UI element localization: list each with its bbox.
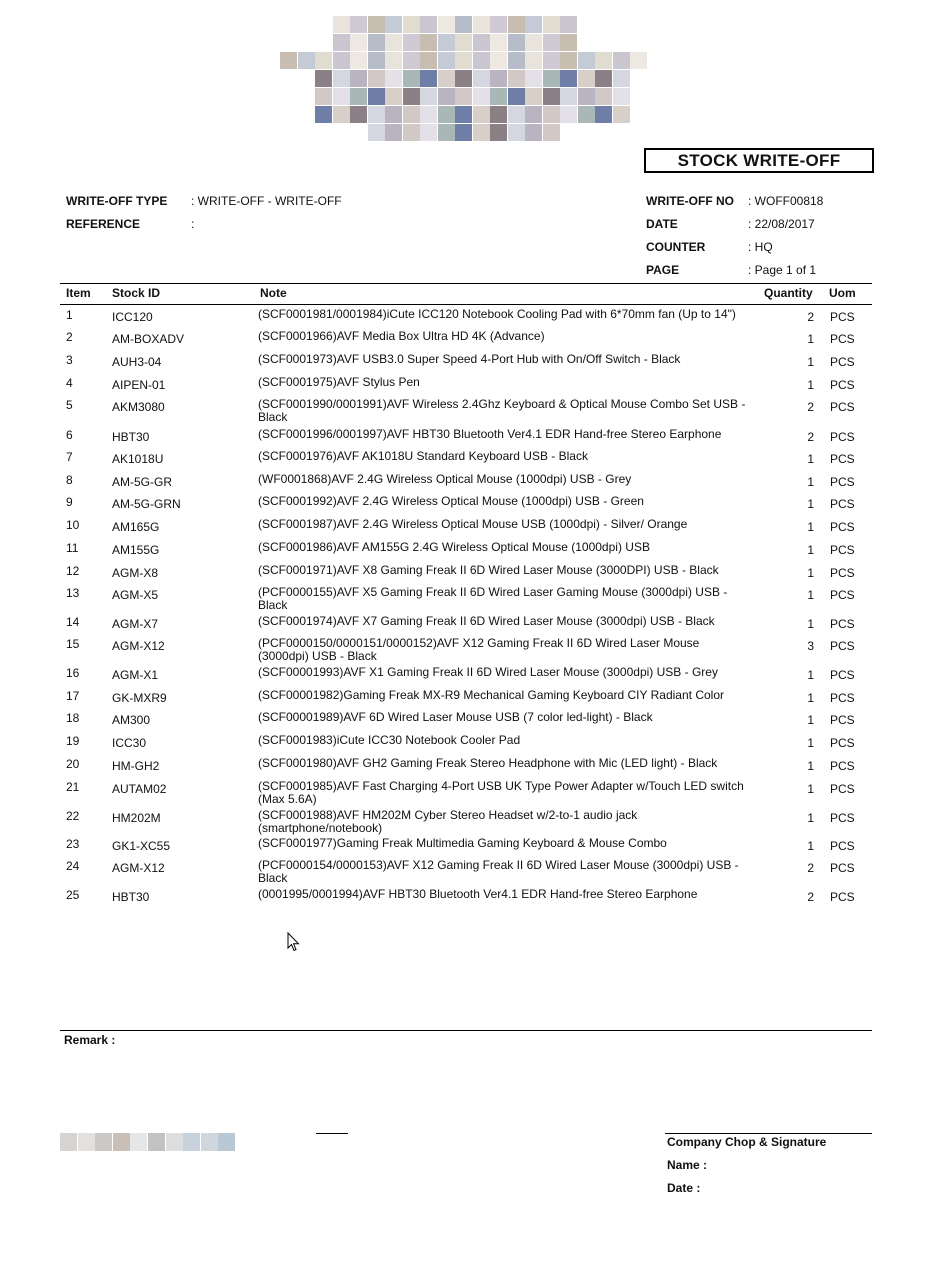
cell-uom: PCS — [830, 713, 855, 727]
logo-pixel — [333, 34, 350, 51]
logo-pixel — [455, 34, 472, 51]
cell-uom: PCS — [830, 782, 855, 796]
logo-pixel — [315, 88, 332, 105]
logo-pixel — [490, 34, 507, 51]
cell-stock-id: ICC120 — [112, 310, 153, 324]
cell-quantity: 2 — [807, 310, 814, 324]
logo-pixel — [333, 52, 350, 69]
cell-uom: PCS — [830, 811, 855, 825]
cell-uom: PCS — [830, 839, 855, 853]
cell-uom: PCS — [830, 520, 855, 534]
logo-pixel — [350, 16, 367, 33]
cell-quantity: 1 — [807, 839, 814, 853]
logo-pixel — [438, 106, 455, 123]
logo-pixel — [473, 34, 490, 51]
logo-pixel — [420, 124, 437, 141]
logo-pixel — [508, 16, 525, 33]
cell-quantity: 1 — [807, 588, 814, 602]
logo-pixel — [560, 88, 577, 105]
logo-pixel — [525, 70, 542, 87]
logo-pixel — [455, 106, 472, 123]
logo-pixel — [333, 70, 350, 87]
cell-quantity: 2 — [807, 400, 814, 414]
logo-pixel — [315, 106, 332, 123]
logo-pixel — [490, 88, 507, 105]
logo-pixel — [420, 106, 437, 123]
logo-pixel — [455, 124, 472, 141]
cell-uom: PCS — [830, 566, 855, 580]
cell-uom: PCS — [830, 452, 855, 466]
logo-pixel — [543, 106, 560, 123]
signature-pixel — [95, 1133, 112, 1151]
logo-pixel — [350, 34, 367, 51]
cell-note: (SCF0001977)Gaming Freak Multimedia Gaming Keyboard & Mouse Combo — [258, 836, 667, 850]
cell-quantity: 2 — [807, 890, 814, 904]
logo-pixel — [350, 70, 367, 87]
cell-note: (SCF0001975)AVF Stylus Pen — [258, 375, 420, 389]
write-off-no-label: WRITE-OFF NO — [646, 194, 734, 208]
cell-note: (SCF00001993)AVF X1 Gaming Freak II 6D Wired Laser Mouse (3000dpi) USB - Grey — [258, 665, 718, 679]
cell-note: (SCF0001992)AVF 2.4G Wireless Optical Mouse (1000dpi) USB - Green — [258, 494, 644, 508]
logo-pixel — [438, 16, 455, 33]
cell-item: 1 — [66, 308, 73, 322]
cell-item: 13 — [66, 586, 80, 600]
logo-pixel — [385, 52, 402, 69]
logo-pixel — [403, 34, 420, 51]
cell-uom: PCS — [830, 588, 855, 602]
logo-pixel — [613, 88, 630, 105]
cell-quantity: 1 — [807, 332, 814, 346]
logo-pixel — [543, 52, 560, 69]
cell-note: (PCF0000155)AVF X5 Gaming Freak II 6D Wired Laser Gaming Mouse (3000dpi) USB - Black — [258, 585, 728, 612]
cell-uom: PCS — [830, 355, 855, 369]
cell-note: (SCF00001989)AVF 6D Wired Laser Mouse USB (7 color led-light) - Black — [258, 710, 653, 724]
cell-quantity: 1 — [807, 782, 814, 796]
logo-pixel — [420, 70, 437, 87]
cell-note: (SCF0001980)AVF GH2 Gaming Freak Stereo Headphone with Mic (LED light) - Black — [258, 756, 718, 770]
cell-item: 25 — [66, 888, 80, 902]
cell-quantity: 1 — [807, 736, 814, 750]
cell-quantity: 1 — [807, 617, 814, 631]
logo-pixel — [403, 106, 420, 123]
redacted-signature-block — [60, 1133, 236, 1151]
cell-uom: PCS — [830, 736, 855, 750]
cell-item: 12 — [66, 564, 80, 578]
logo-pixel — [403, 88, 420, 105]
cell-note: (SCF0001990/0001991)AVF Wireless 2.4Ghz Keyboard & Optical Mouse Combo Set USB - Black — [258, 397, 746, 424]
logo-pixel — [455, 16, 472, 33]
logo-pixel — [350, 52, 367, 69]
company-chop-label: Company Chop & Signature — [667, 1135, 827, 1149]
logo-pixel — [420, 88, 437, 105]
cell-item: 10 — [66, 518, 80, 532]
logo-pixel — [385, 106, 402, 123]
logo-pixel — [630, 52, 647, 69]
logo-pixel — [438, 88, 455, 105]
logo-pixel — [508, 124, 525, 141]
cell-quantity: 1 — [807, 566, 814, 580]
logo-pixel — [473, 70, 490, 87]
cell-item: 19 — [66, 734, 80, 748]
logo-pixel — [315, 70, 332, 87]
cell-item: 6 — [66, 428, 73, 442]
cell-item: 16 — [66, 666, 80, 680]
logo-pixel — [298, 52, 315, 69]
cell-quantity: 1 — [807, 691, 814, 705]
date-label: DATE — [646, 217, 678, 231]
cell-note: (SCF0001981/0001984)iCute ICC120 Notebook Cooling Pad with 6*70mm fan (Up to 14") — [258, 307, 736, 321]
logo-pixel — [490, 106, 507, 123]
cell-stock-id: HBT30 — [112, 890, 150, 904]
cell-item: 2 — [66, 330, 73, 344]
cell-stock-id: ICC30 — [112, 736, 147, 750]
cell-note: (SCF0001985)AVF Fast Charging 4-Port USB UK Type Power Adapter w/Touch LED switch (Max 5.6A) — [258, 779, 744, 806]
logo-pixel — [403, 70, 420, 87]
logo-pixel — [490, 124, 507, 141]
reference-value: : — [191, 217, 195, 231]
signature-rule — [665, 1133, 872, 1134]
cell-note: (0001995/0001994)AVF HBT30 Bluetooth Ver4.1 EDR Hand-free Stereo Earphone — [258, 887, 698, 901]
logo-pixel — [368, 70, 385, 87]
cell-uom: PCS — [830, 430, 855, 444]
signature-pixel — [78, 1133, 95, 1151]
cell-note: (PCF0000150/0000151/0000152)AVF X12 Gaming Freak II 6D Wired Laser Mouse (3000dpi) USB - Black — [258, 636, 700, 663]
cell-stock-id: AM-5G-GRN — [112, 497, 181, 511]
cell-stock-id: AUTAM02 — [112, 782, 167, 796]
logo-pixel — [420, 52, 437, 69]
logo-pixel — [578, 106, 595, 123]
logo-pixel — [560, 16, 577, 33]
logo-pixel — [473, 106, 490, 123]
cell-stock-id: HM202M — [112, 811, 161, 825]
cell-note: (SCF0001966)AVF Media Box Ultra HD 4K (Advance) — [258, 329, 545, 343]
logo-pixel — [333, 88, 350, 105]
cell-note: (SCF0001973)AVF USB3.0 Super Speed 4-Port Hub with On/Off Switch - Black — [258, 352, 681, 366]
logo-pixel — [385, 34, 402, 51]
page-value: : Page 1 of 1 — [748, 263, 817, 277]
logo-pixel — [595, 70, 612, 87]
logo-pixel — [490, 52, 507, 69]
logo-pixel — [473, 52, 490, 69]
cell-stock-id: AM165G — [112, 520, 160, 534]
logo-pixel — [455, 88, 472, 105]
cell-quantity: 1 — [807, 759, 814, 773]
logo-pixel — [543, 70, 560, 87]
cell-note: (SCF0001988)AVF HM202M Cyber Stereo Headset w/2-to-1 audio jack (smartphone/notebook) — [258, 808, 638, 835]
logo-pixel — [420, 34, 437, 51]
logo-pixel — [368, 52, 385, 69]
col-header-note: Note — [260, 286, 287, 300]
logo-pixel — [543, 16, 560, 33]
cell-stock-id: HBT30 — [112, 430, 150, 444]
cell-quantity: 1 — [807, 520, 814, 534]
cell-item: 7 — [66, 450, 73, 464]
cell-quantity: 1 — [807, 543, 814, 557]
cell-item: 15 — [66, 637, 80, 651]
cell-item: 20 — [66, 757, 80, 771]
logo-pixel — [613, 106, 630, 123]
col-header-stock-id: Stock ID — [112, 286, 161, 300]
write-off-type-value: : WRITE-OFF - WRITE-OFF — [191, 194, 342, 208]
cell-stock-id: AK1018U — [112, 452, 164, 466]
col-header-item: Item — [66, 286, 91, 300]
reference-label: REFERENCE — [66, 217, 141, 231]
logo-pixel — [508, 88, 525, 105]
logo-pixel — [508, 70, 525, 87]
logo-pixel — [560, 34, 577, 51]
logo-pixel — [525, 52, 542, 69]
logo-pixel — [508, 34, 525, 51]
logo-pixel — [385, 70, 402, 87]
logo-pixel — [368, 124, 385, 141]
cell-note: (SCF0001983)iCute ICC30 Notebook Cooler Pad — [258, 733, 521, 747]
logo-pixel — [473, 88, 490, 105]
cell-note: (SCF0001976)AVF AK1018U Standard Keyboard USB - Black — [258, 449, 588, 463]
cell-uom: PCS — [830, 543, 855, 557]
cell-note: (SCF0001974)AVF X7 Gaming Freak II 6D Wired Laser Mouse (3000dpi) USB - Black — [258, 614, 715, 628]
redacted-company-logo — [280, 16, 650, 144]
logo-pixel — [595, 106, 612, 123]
cell-item: 4 — [66, 376, 73, 390]
cell-item: 22 — [66, 809, 80, 823]
logo-pixel — [595, 88, 612, 105]
cell-item: 14 — [66, 615, 80, 629]
table-header-rule — [60, 304, 872, 305]
cell-stock-id: GK1-XC55 — [112, 839, 171, 853]
cell-uom: PCS — [830, 497, 855, 511]
col-header-quantity: Quantity — [764, 286, 813, 300]
cell-uom: PCS — [830, 861, 855, 875]
cell-quantity: 3 — [807, 639, 814, 653]
signature-pixel — [218, 1133, 235, 1151]
logo-pixel — [403, 52, 420, 69]
logo-pixel — [508, 52, 525, 69]
write-off-no-value: : WOFF00818 — [748, 194, 824, 208]
cell-uom: PCS — [830, 639, 855, 653]
cell-stock-id: HM-GH2 — [112, 759, 160, 773]
cell-stock-id: AUH3-04 — [112, 355, 162, 369]
logo-pixel — [385, 16, 402, 33]
logo-pixel — [350, 88, 367, 105]
logo-pixel — [438, 34, 455, 51]
logo-pixel — [578, 88, 595, 105]
logo-pixel — [385, 88, 402, 105]
cell-note: (WF0001868)AVF 2.4G Wireless Optical Mouse (1000dpi) USB - Grey — [258, 472, 632, 486]
cell-stock-id: AGM-X5 — [112, 588, 159, 602]
logo-pixel — [315, 52, 332, 69]
logo-pixel — [455, 70, 472, 87]
logo-pixel — [525, 106, 542, 123]
signature-pixel — [201, 1133, 218, 1151]
cell-stock-id: AIPEN-01 — [112, 378, 166, 392]
logo-pixel — [613, 70, 630, 87]
cell-item: 23 — [66, 837, 80, 851]
cell-item: 8 — [66, 473, 73, 487]
cell-stock-id: AGM-X7 — [112, 617, 159, 631]
cell-quantity: 1 — [807, 497, 814, 511]
cell-uom: PCS — [830, 378, 855, 392]
logo-pixel — [438, 70, 455, 87]
cell-quantity: 2 — [807, 430, 814, 444]
logo-pixel — [525, 34, 542, 51]
logo-pixel — [578, 70, 595, 87]
cell-uom: PCS — [830, 617, 855, 631]
cell-item: 17 — [66, 689, 80, 703]
cell-note: (SCF0001971)AVF X8 Gaming Freak II 6D Wired Laser Mouse (3000DPI) USB - Black — [258, 563, 719, 577]
logo-pixel — [543, 124, 560, 141]
cell-uom: PCS — [830, 668, 855, 682]
cell-note: (SCF0001986)AVF AM155G 2.4G Wireless Optical Mouse (1000dpi) USB — [258, 540, 650, 554]
cell-item: 3 — [66, 353, 73, 367]
logo-pixel — [350, 106, 367, 123]
logo-pixel — [560, 52, 577, 69]
cell-item: 5 — [66, 398, 73, 412]
cell-quantity: 2 — [807, 861, 814, 875]
cell-uom: PCS — [830, 890, 855, 904]
signature-pixel — [166, 1133, 183, 1151]
cell-item: 11 — [66, 541, 79, 555]
logo-pixel — [525, 124, 542, 141]
cell-quantity: 1 — [807, 355, 814, 369]
logo-pixel — [368, 88, 385, 105]
cell-quantity: 1 — [807, 713, 814, 727]
cell-stock-id: AM-BOXADV — [112, 332, 185, 346]
logo-pixel — [473, 16, 490, 33]
logo-pixel — [403, 16, 420, 33]
cell-stock-id: AM-5G-GR — [112, 475, 172, 489]
logo-pixel — [420, 16, 437, 33]
mouse-cursor-icon — [287, 932, 301, 952]
logo-pixel — [280, 52, 297, 69]
cell-note: (SCF00001982)Gaming Freak MX-R9 Mechanical Gaming Keyboard CIY Radiant Color — [258, 688, 724, 702]
cell-stock-id: AGM-X8 — [112, 566, 159, 580]
logo-pixel — [560, 70, 577, 87]
logo-pixel — [438, 124, 455, 141]
counter-value: : HQ — [748, 240, 773, 254]
cell-item: 9 — [66, 495, 73, 509]
cell-stock-id: AGM-X1 — [112, 668, 159, 682]
signature-pixel — [148, 1133, 165, 1151]
cell-quantity: 1 — [807, 378, 814, 392]
cell-quantity: 1 — [807, 811, 814, 825]
cell-quantity: 1 — [807, 475, 814, 489]
cell-stock-id: AGM-X12 — [112, 639, 165, 653]
document-title: STOCK WRITE-OFF — [644, 148, 874, 173]
logo-pixel — [438, 52, 455, 69]
cell-note: (PCF0000154/0000153)AVF X12 Gaming Freak II 6D Wired Laser Mouse (3000dpi) USB - Black — [258, 858, 739, 885]
cell-uom: PCS — [830, 400, 855, 414]
logo-pixel — [560, 106, 577, 123]
signature-pixel — [183, 1133, 200, 1151]
logo-pixel — [333, 16, 350, 33]
logo-pixel — [613, 52, 630, 69]
signature-pixel — [113, 1133, 130, 1151]
logo-pixel — [595, 52, 612, 69]
cell-item: 24 — [66, 859, 80, 873]
logo-pixel — [368, 34, 385, 51]
cell-uom: PCS — [830, 691, 855, 705]
logo-pixel — [368, 16, 385, 33]
cell-quantity: 1 — [807, 668, 814, 682]
cell-quantity: 1 — [807, 452, 814, 466]
logo-pixel — [525, 16, 542, 33]
cell-note: (SCF0001987)AVF 2.4G Wireless Optical Mouse USB (1000dpi) - Silver/ Orange — [258, 517, 688, 531]
date-value: : 22/08/2017 — [748, 217, 815, 231]
logo-pixel — [543, 88, 560, 105]
col-header-uom: Uom — [829, 286, 856, 300]
logo-pixel — [525, 88, 542, 105]
logo-pixel — [455, 52, 472, 69]
signature-pixel — [60, 1133, 77, 1151]
cell-stock-id: AKM3080 — [112, 400, 165, 414]
cell-uom: PCS — [830, 332, 855, 346]
logo-pixel — [403, 124, 420, 141]
logo-pixel — [473, 124, 490, 141]
logo-pixel — [385, 124, 402, 141]
logo-pixel — [490, 16, 507, 33]
cell-stock-id: GK-MXR9 — [112, 691, 167, 705]
left-signature-rule — [316, 1133, 348, 1134]
cell-uom: PCS — [830, 759, 855, 773]
remark-label: Remark : — [64, 1033, 116, 1047]
name-label: Name : — [667, 1158, 708, 1172]
remark-rule — [60, 1030, 872, 1031]
table-top-rule — [60, 283, 872, 284]
cell-item: 21 — [66, 780, 80, 794]
page-label: PAGE — [646, 263, 680, 277]
signature-pixel — [130, 1133, 147, 1151]
counter-label: COUNTER — [646, 240, 706, 254]
logo-pixel — [508, 106, 525, 123]
cell-stock-id: AGM-X12 — [112, 861, 165, 875]
footer-date-label: Date : — [667, 1181, 701, 1195]
logo-pixel — [490, 70, 507, 87]
write-off-type-label: WRITE-OFF TYPE — [66, 194, 168, 208]
cell-uom: PCS — [830, 310, 855, 324]
logo-pixel — [368, 106, 385, 123]
cell-item: 18 — [66, 711, 80, 725]
cell-uom: PCS — [830, 475, 855, 489]
cell-stock-id: AM300 — [112, 713, 151, 727]
logo-pixel — [333, 106, 350, 123]
cell-note: (SCF0001996/0001997)AVF HBT30 Bluetooth Ver4.1 EDR Hand-free Stereo Earphone — [258, 427, 722, 441]
logo-pixel — [543, 34, 560, 51]
logo-pixel — [578, 52, 595, 69]
cell-stock-id: AM155G — [112, 543, 160, 557]
